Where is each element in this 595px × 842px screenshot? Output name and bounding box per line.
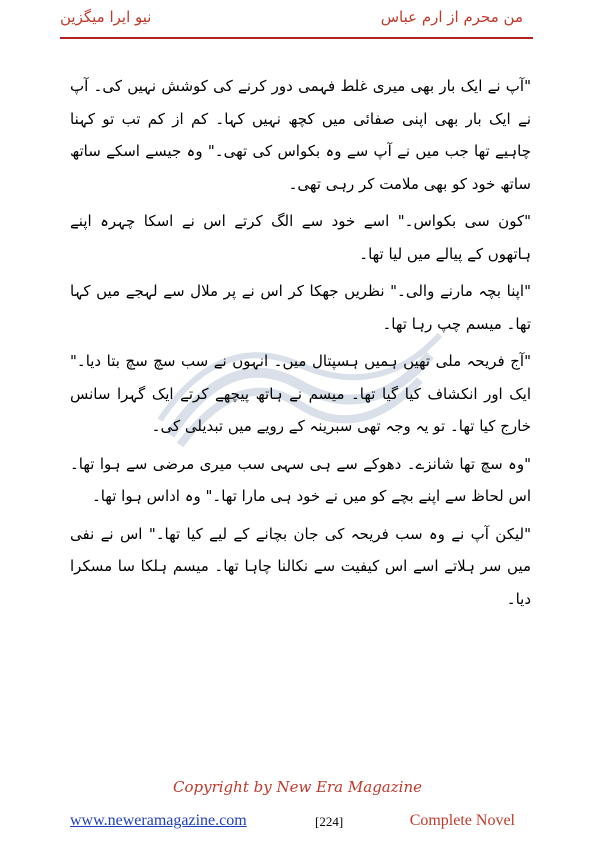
paragraph: "لیکن آپ نے وہ سب فریحہ کی جان بچانے کے لیے کیا تھا۔" اس نے نفی میں سر ہلاتے اسے اس کیفیت سے نکالنا چاہا تھا۔ میسم ہلکا سا مسکرا دیا۔ xyxy=(70,524,531,608)
magazine-name: نیو ایرا میگزین xyxy=(60,8,152,26)
novel-title: من محرم از ارم عباس xyxy=(380,8,523,26)
paragraph: "آپ نے ایک بار بھی میری غلط فہمی دور کرنے کی کوشش نہیں کی۔ آپ نے ایک بار بھی اپنی صفائی میں کچھ نہیں کہا۔ کم از کم تب تو کہنا چاہیے تھا جب میں نے آپ سے وہ بکواس کی تھی۔" وہ جیسے اسکے ساتھ ساتھ خود کو بھی ملامت کر رہی تھی۔ xyxy=(70,77,531,193)
copyright-notice: Copyright by New Era Magazine xyxy=(173,778,422,796)
paragraph: "کون سی بکواس۔" اسے خود سے الگ کرتے اس نے اسکا چہرہ اپنے ہاتھوں کے پیالے میں لیا تھا۔ xyxy=(70,212,531,263)
story-text xyxy=(70,70,531,620)
paragraph: "اپنا بچہ مارنے والی۔" نظریں جھکا کر اس نے پر ملال سے لہجے میں کہا تھا۔ میسم چپ رہا تھا۔ xyxy=(70,282,531,333)
paragraph: "وہ سچ تھا شانزے۔ دھوکے سے ہی سہی سب میری مرضی سے ہوا تھا۔ اس لحاظ سے اپنے بچے کو میں نے خود ہی مارا تھا۔" وہ اداس ہوا تھا۔ xyxy=(70,454,531,505)
website-link[interactable]: www.neweramagazine.com xyxy=(70,812,247,829)
paragraph: "آج فریحہ ملی تھیں ہمیں ہسپتال میں۔ انہوں نے سب سچ سچ بتا دیا۔" ایک اور انکشاف کیا گیا تھا۔ میسم نے ہاتھ پیچھے کرتے ایک گہرا سانس خارج کیا تھا۔ تو یہ وجہ تھی سبرینہ کے رویے میں تبدیلی کی۔ xyxy=(70,352,531,435)
novel-label: Complete Novel xyxy=(409,812,515,829)
header-divider xyxy=(60,37,533,39)
page-number: [224] xyxy=(315,814,344,829)
